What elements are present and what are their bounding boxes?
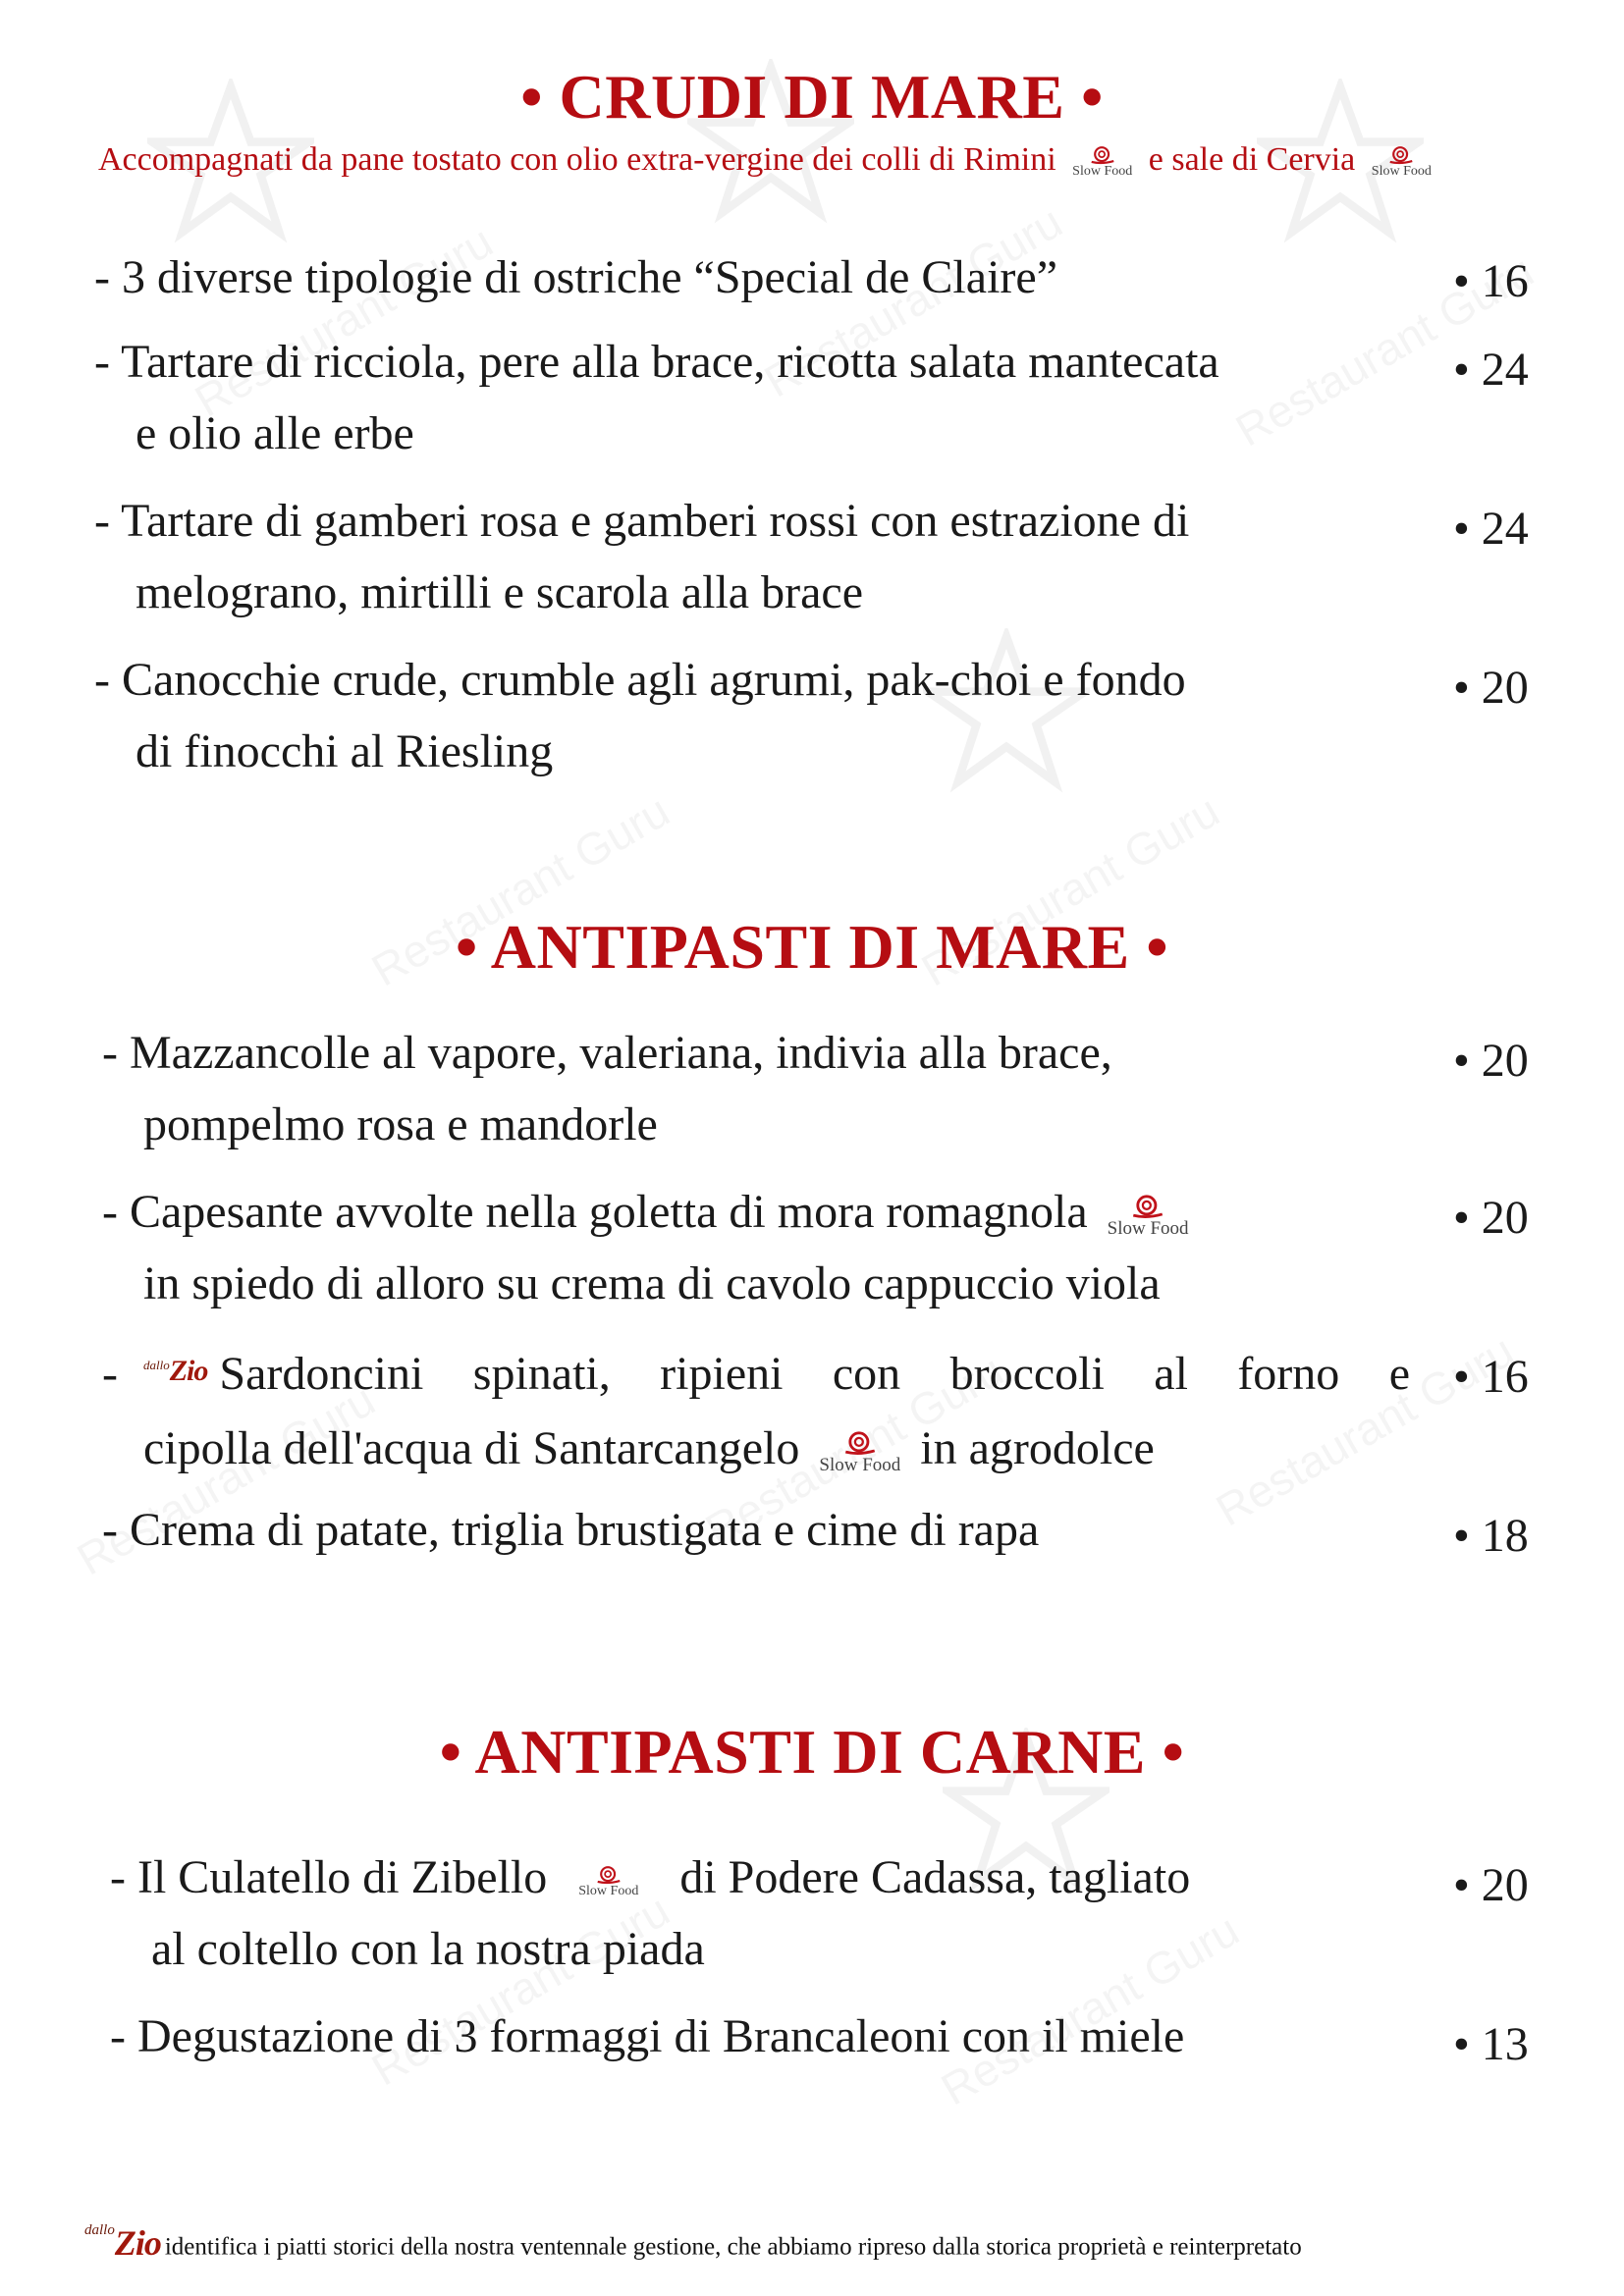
snail-icon bbox=[1090, 145, 1115, 165]
menu-item-price: • 18 bbox=[1453, 1510, 1529, 1562]
menu-item: - Tartare di gamberi rosa e gamberi rossi con estrazione di melograno, mirtilli e scarola alla brace bbox=[94, 495, 1190, 618]
menu-item: - $^{dallo}$Zio Sardoncini spinati, ripieni con broccoli al forno e cipolla dell'acqua di Santarcangelo Slow Food in agrodolce bbox=[102, 1335, 1410, 1484]
section-title-antipasti-di-carne: • ANTIPASTI DI CARNE • bbox=[439, 1717, 1185, 1787]
menu-item-price: • 16 bbox=[1453, 255, 1529, 307]
snail-icon bbox=[596, 1865, 622, 1885]
section-title-antipasti-di-mare: • ANTIPASTI DI MARE • bbox=[455, 912, 1169, 982]
menu-item: - Capesante avvolte nella goletta di mora romagnola Slow Food in spiedo di alloro su crema di cavolo cappuccio viola bbox=[102, 1186, 1189, 1309]
dallo-zio-logo: $^{dallo}$Zio bbox=[142, 1355, 208, 1387]
slow-food-logo: Slow Food bbox=[819, 1430, 900, 1474]
snail-icon bbox=[1131, 1194, 1164, 1219]
snail-icon bbox=[1388, 145, 1414, 165]
section-subtitle bbox=[98, 141, 1591, 179]
menu-item-price: • 20 bbox=[1453, 1035, 1529, 1087]
snail-icon bbox=[843, 1430, 877, 1456]
menu-item: - Crema di patate, triglia brustigata e cime di rapa bbox=[102, 1504, 1040, 1556]
menu-item-price: • 20 bbox=[1453, 662, 1529, 714]
footer-text: identifica i piatti storici della nostra ventennale gestione, che abbiamo ripreso dalla storica proprietà e reinterpretato bbox=[164, 2233, 1302, 2261]
menu-item-price: • 20 bbox=[1453, 1192, 1529, 1244]
subtitle-text: e sale di Cervia bbox=[1148, 141, 1356, 178]
menu-item: - Mazzancolle al vapore, valeriana, indivia alla brace, pompelmo rosa e mandorle bbox=[102, 1027, 1112, 1150]
slow-food-logo: Slow Food bbox=[1072, 145, 1132, 179]
footer-note bbox=[79, 2222, 1551, 2269]
slow-food-logo: Slow Food bbox=[1108, 1194, 1189, 1238]
dallo-zio-logo: $^{dallo}$Zio bbox=[84, 2222, 161, 2263]
subtitle-text: Accompagnati da pane tostato con olio extra-vergine dei colli di Rimini bbox=[98, 141, 1056, 178]
section-title-crudi-di-mare: • CRUDI DI MARE • bbox=[520, 62, 1104, 132]
menu-item-price: • 24 bbox=[1453, 503, 1529, 555]
menu-item: - Degustazione di 3 formaggi di Brancaleoni con il miele bbox=[110, 2010, 1185, 2062]
menu-item: - Canocchie crude, crumble agli agrumi, pak-choi e fondo di finocchi al Riesling bbox=[94, 654, 1186, 777]
menu-item-price: • 13 bbox=[1453, 2018, 1529, 2070]
menu-item: - 3 diverse tipologie di ostriche “Special de Claire” bbox=[94, 251, 1057, 303]
menu-item: - Tartare di ricciola, pere alla brace, ricotta salata mantecata e olio alle erbe bbox=[94, 336, 1219, 459]
menu-item-price: • 16 bbox=[1453, 1351, 1529, 1403]
menu-item-price: • 24 bbox=[1453, 344, 1529, 396]
menu-item: - Il Culatello di Zibello Slow Food di Podere Cadassa, tagliato al coltello con la nostra piada bbox=[110, 1851, 1191, 1975]
slow-food-logo: Slow Food bbox=[1372, 145, 1432, 179]
slow-food-logo: Slow Food bbox=[578, 1865, 638, 1898]
menu-item-price: • 20 bbox=[1453, 1859, 1529, 1911]
